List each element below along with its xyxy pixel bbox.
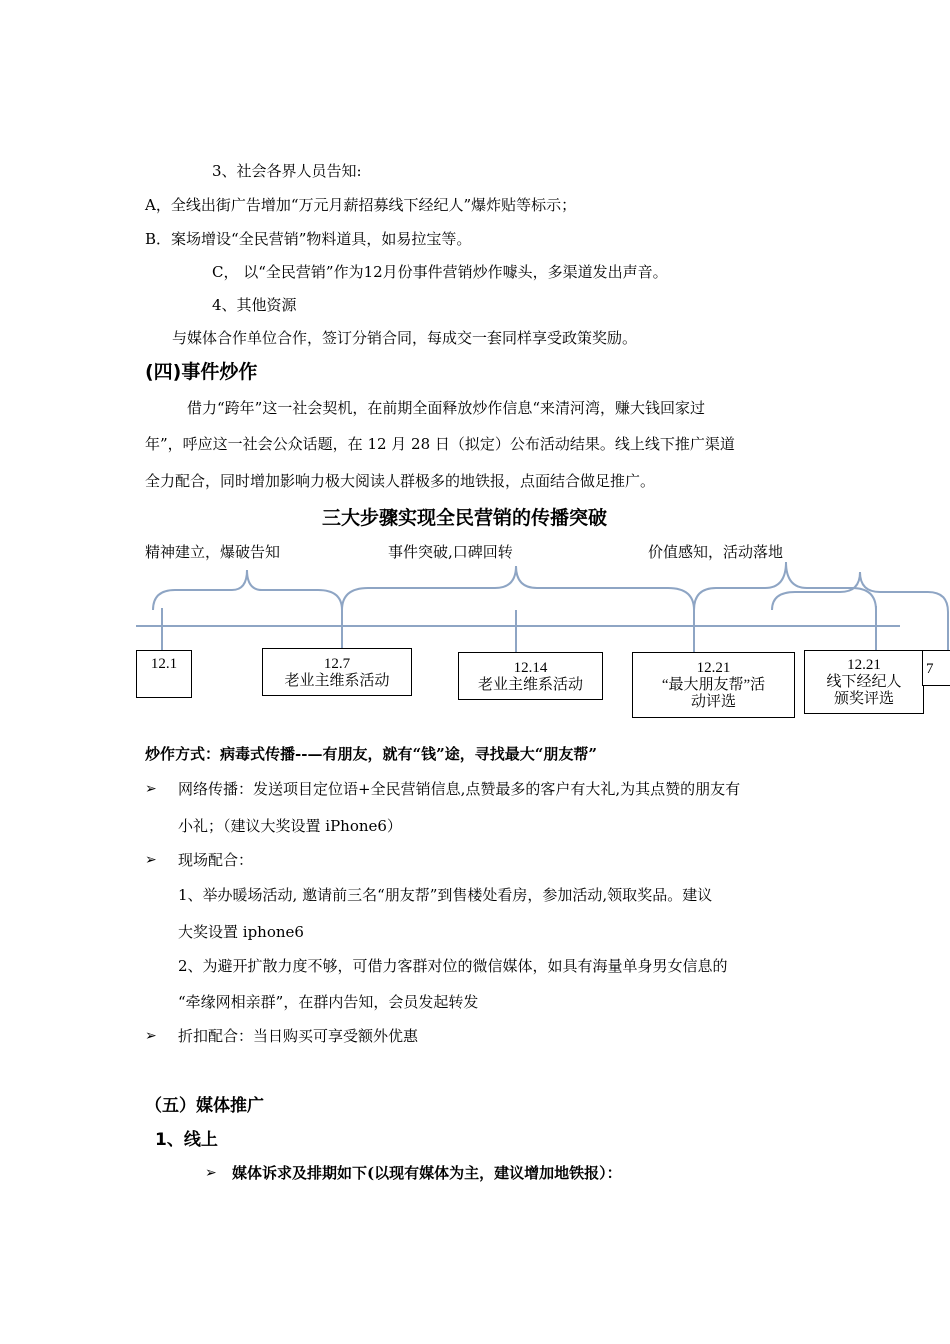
onsite-item2-line1: 2、为避开扩散力度不够，可借力客群对位的微信媒体，如具有海量单身男女信息的 (178, 957, 728, 975)
timeline-box-12-21-friends: 12.21 “最大朋友帮”活 动评选 (632, 652, 795, 718)
line-c: C， 以“全民营销”作为12月份事件营销炒作噱头，多渠道发出声音。 (212, 263, 668, 281)
bullet-discount: 折扣配合：当日购买可享受额外优惠 (178, 1027, 419, 1045)
media-schedule-bullet: 媒体诉求及排期如下(以现有媒体为主，建议增加地铁报）： (232, 1164, 622, 1182)
line-media-partner: 与媒体合作单位合作，签订分销合同，每成交一套同样享受政策奖励。 (172, 329, 638, 347)
arrowhead-bullet-icon: ➢ (145, 781, 157, 797)
diagram-title: 三大步骤实现全民营销的传播突破 (322, 507, 608, 529)
onsite-item1-line1: 1、举办暖场活动, 邀请前三名“朋友帮”到售楼处看房，参加活动,领取奖品。建议 (178, 886, 713, 904)
phase-label-3: 价值感知，活动落地 (648, 543, 784, 561)
arrowhead-bullet-icon: ➢ (145, 1028, 157, 1044)
timeline-box-12-14: 12.14 老业主维系活动 (458, 652, 603, 700)
onsite-item1-line2: 大奖设置 iphone6 (178, 923, 304, 941)
event-paragraph-line2: 年”，呼应这一社会公众话题，在 12 月 28 日（拟定）公布活动结果。线上线下推广渠道 (145, 435, 735, 453)
timeline-box-12-7: 12.7 老业主维系活动 (262, 648, 412, 696)
phase-brace-2 (342, 566, 694, 610)
event-paragraph-line1: 借力“跨年”这一社会契机，在前期全面释放炒作信息“来清河湾，赚大钱回家过 (187, 399, 706, 417)
onsite-item2-line2: “牵缘网相亲群”，在群内告知，会员发起转发 (178, 993, 479, 1011)
arrowhead-bullet-icon: ➢ (205, 1165, 217, 1181)
phase-brace-3 (694, 562, 876, 610)
line-other-resources: 4、其他资源 (212, 296, 297, 314)
line-social-notice: 3、社会各界人员告知: (212, 162, 362, 180)
timeline-box-12-1: 12.1 (136, 650, 192, 698)
phase-brace-1 (153, 570, 342, 610)
bullet-network-line1: 网络传播：发送项目定位语+全民营销信息,点赞最多的客户有大礼,为其点赞的朋友有 (178, 780, 741, 798)
timeline-box-partial: 7 (922, 650, 950, 686)
line-b: B．案场增设“全民营销”物料道具，如易拉宝等。 (145, 230, 472, 248)
bullet-network-line2: 小礼；（建议大奖设置 iPhone6） (178, 817, 402, 835)
section-heading-media: （五）媒体推广 (145, 1096, 264, 1116)
method-title: 炒作方式：病毒式传播--—有朋友，就有“钱”途，寻找最大“朋友帮” (145, 745, 597, 763)
phase-label-1: 精神建立，爆破告知 (145, 543, 281, 561)
bullet-onsite: 现场配合： (178, 851, 254, 869)
phase-brace-4 (772, 572, 948, 650)
timeline-box-12-21-agent: 12.21 线下经纪人 颁奖评选 (804, 650, 924, 714)
subheading-online: 1、线上 (155, 1130, 218, 1150)
section-heading-event: (四)事件炒作 (145, 361, 258, 383)
event-paragraph-line3: 全力配合，同时增加影响力极大阅读人群极多的地铁报，点面结合做足推广。 (145, 472, 656, 490)
line-a: A，全线出街广告增加“万元月薪招募线下经纪人”爆炸贴等标示； (145, 196, 577, 214)
phase-label-2: 事件突破,口碑回转 (388, 543, 513, 561)
arrowhead-bullet-icon: ➢ (145, 852, 157, 868)
